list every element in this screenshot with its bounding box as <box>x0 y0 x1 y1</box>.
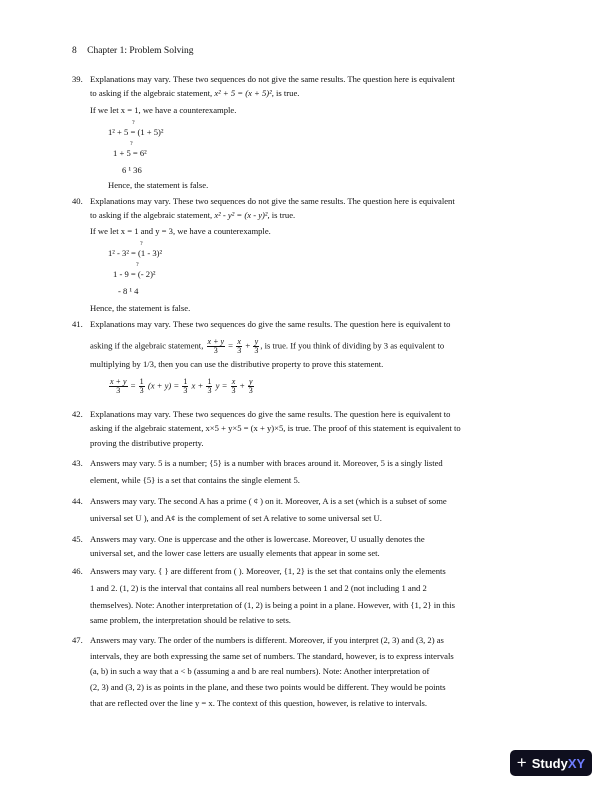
p39-q1: ? <box>132 120 135 126</box>
p40-q1: ? <box>140 241 143 247</box>
p47-line4: (2, 3) and (3, 2) is as points in the plane, and these two points would be different. They would be points <box>90 682 446 692</box>
p41-frac-xy3: $\frac{x + y}{3}$ <box>207 337 225 355</box>
p42-line3: proving the distributive property. <box>90 438 204 448</box>
p47-line5: that are reflected over the line y = x. The context of this question, however, is relative to intervals. <box>90 698 428 708</box>
page-number: 8 <box>72 46 77 56</box>
item-number-44: 44. <box>72 496 83 506</box>
page-header <box>72 46 193 56</box>
p40-statement: x² - y² = (x - y)² <box>214 210 268 220</box>
p39-q2: ? <box>130 141 133 147</box>
item-number-47: 47. <box>72 635 83 645</box>
p40-line1: Explanations may vary. These two sequences do not give the same results. The question here is equivalent <box>90 196 455 206</box>
p40-q2: ? <box>136 262 139 268</box>
p39-conclusion: Hence, the statement is false. <box>108 180 209 190</box>
p39-eq1: 1² + 5 = (1 + 5)² <box>108 127 164 137</box>
brand-text-accent: XY <box>567 755 586 771</box>
p39-eq2: 1 + 5 = 6² <box>113 148 147 158</box>
p40-eq1: 1² - 3² = (1 - 3)² <box>108 248 163 258</box>
p47-line2: intervals, they are both expressing the same set of numbers. The standard, however, is to express intervals <box>90 651 454 661</box>
p43-line2: element, while {5} is a set that contains the single element 5. <box>90 475 300 485</box>
p46-line4: same problem, the interpretation should be relative to sets. <box>90 615 291 625</box>
item-number-46: 46. <box>72 566 83 576</box>
plus-icon: + <box>516 753 527 772</box>
item-number-45: 45. <box>72 534 83 544</box>
studyxy-logo-badge[interactable] <box>510 750 592 776</box>
p45-line1: Answers may vary. One is uppercase and the other is lowercase. Moreover, U usually denotes the <box>90 534 425 544</box>
p40-eq2: 1 - 9 = (- 2)² <box>113 269 156 279</box>
p39-eq3: 6 ¹ 36 <box>122 165 142 175</box>
p39-line3: If we let x = 1, we have a counterexample. <box>90 105 237 115</box>
p46-line1: Answers may vary. { } are different from ( ). Moreover, {1, 2} is the set that contains only the elements <box>90 566 446 576</box>
item-number-43: 43. <box>72 458 83 468</box>
p43-line1: Answers may vary. 5 is a number; {5} is a number with braces around it. Moreover, 5 is a singly listed <box>90 458 443 468</box>
p41-line1: Explanations may vary. These two sequences do give the same results. The question here is equivalent to <box>90 319 451 329</box>
p41-frac-x3: $\frac{x}{3}$ <box>237 337 242 355</box>
p40-conclusion: Hence, the statement is false. <box>90 303 191 313</box>
p41-frac-y3: $\frac{y}{3}$ <box>254 337 259 355</box>
item-number-39: 39. <box>72 74 83 84</box>
p44-line1: Answers may vary. The second A has a prime ( ¢ ) on it. Moreover, A is a set (which is a subset of some <box>90 496 447 506</box>
p40-line2: to asking if the algebraic statement, x² - y² = (x - y)², is true. <box>90 210 296 220</box>
p40-line3: If we let x = 1 and y = 3, we have a counterexample. <box>90 226 271 236</box>
p46-line2: 1 and 2. (1, 2) is the interval that contains all real numbers between 1 and 2 (not including 1 and 2 <box>90 583 427 593</box>
p42-line1: Explanations may vary. These two sequences do give the same results. The question here is equivalent to <box>90 409 451 419</box>
p42-line2: asking if the algebraic statement, x×5 + y×5 = (x + y)×5, is true. The proof of this statement is equivalent to <box>90 423 461 433</box>
p41-proof-equation: $\frac{x + y}{3}$ = $\frac{1}{3}$ (x + y) = $\frac{1}{3}$ x + $\frac{1}{3}$ y = $\frac{x}{3}$ + $\frac{y}{3}$ <box>110 377 253 395</box>
p44-line2: universal set U ), and A¢ is the complement of set A relative to some universal set U. <box>90 513 382 523</box>
chapter-title: Chapter 1: Problem Solving <box>87 46 194 56</box>
item-number-42: 42. <box>72 409 83 419</box>
p45-line2: universal set, and the lower case letters are usually elements that appear in some set. <box>90 548 380 558</box>
brand-text: Study <box>531 755 568 771</box>
item-number-40: 40. <box>72 196 83 206</box>
p47-line1: Answers may vary. The order of the numbers is different. Moreover, if you interpret (2, 3) and (3, 2) as <box>90 635 444 645</box>
p39-line2: to asking if the algebraic statement, x² + 5 = (x + 5)², is true. <box>90 88 300 98</box>
p40-eq3: - 8 ¹ 4 <box>118 286 139 296</box>
p47-line3: (a, b) in such a way that a < b (assuming a and b are real numbers). Note: Another interpretation of <box>90 666 430 676</box>
p39-line1: Explanations may vary. These two sequences do not give the same results. The question here is equivalent <box>90 74 455 84</box>
p41-line3: multiplying by 1/3, then you can use the distributive property to prove this statement. <box>90 359 384 369</box>
item-number-41: 41. <box>72 319 83 329</box>
p41-line2: asking if the algebraic statement, $\frac{x + y}{3}$ = $\frac{x}{3}$ + $\frac{y}{3}$ , is true. If you think of dividing by 3 as equivalent to <box>90 337 445 355</box>
p39-statement: x² + 5 = (x + 5)² <box>214 88 272 98</box>
p46-line3: themselves). Note: Another interpretation of (1, 2) is being a point in a plane. However, with {1, 2} in this <box>90 600 455 610</box>
